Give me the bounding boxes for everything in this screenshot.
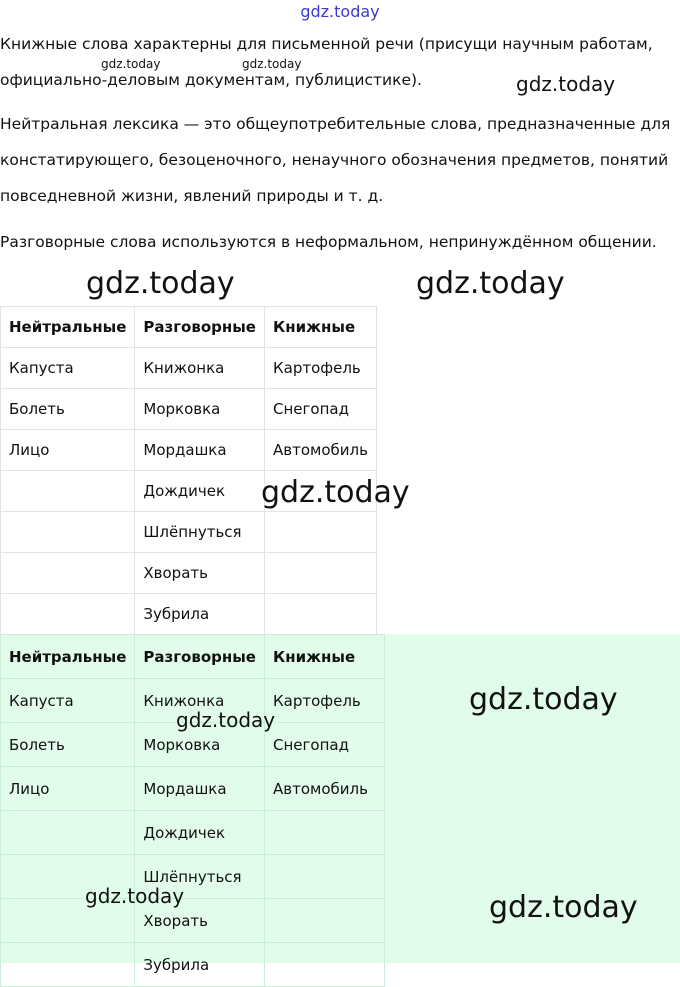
table-header-row xyxy=(1,307,377,348)
watermark: gdz.today xyxy=(261,475,410,510)
table-row xyxy=(1,553,377,594)
table-cell: Хворать xyxy=(135,553,265,594)
table-cell xyxy=(265,594,377,635)
table-cell: Снегопад xyxy=(265,389,377,430)
table-cell xyxy=(265,899,385,943)
watermark: gdz.today xyxy=(85,884,185,908)
table-row xyxy=(1,348,377,389)
paragraph-neutral-lexis: Нейтральная лексика — это общеупотребительные слова, предназначенные для констатирующего, безоценочного, ненаучного обозначения предметов, понятий повседневной жизни, явлений природы и т. д. xyxy=(0,115,671,205)
table-cell: Снегопад xyxy=(265,723,385,767)
table-row xyxy=(1,767,385,811)
table-cell xyxy=(1,553,135,594)
word-table-primary xyxy=(0,306,377,635)
table-cell: Книжонка xyxy=(135,348,265,389)
table-cell: Дождичек xyxy=(135,811,265,855)
table-cell: Морковка xyxy=(135,723,265,767)
header-bookish: Книжные xyxy=(265,307,377,348)
watermark: gdz.today xyxy=(416,266,565,301)
table-cell xyxy=(1,471,135,512)
table-cell: Морковка xyxy=(135,389,265,430)
watermark: gdz.today xyxy=(242,57,302,71)
table-cell: Болеть xyxy=(1,389,135,430)
table-cell: Капуста xyxy=(1,679,135,723)
table-cell xyxy=(265,811,385,855)
header-neutral: Нейтральные xyxy=(1,635,135,679)
watermark: gdz.today xyxy=(469,682,618,717)
header-colloquial: Разговорные xyxy=(135,307,265,348)
watermark: gdz.today xyxy=(86,266,235,301)
table-row xyxy=(1,594,377,635)
word-table-highlighted xyxy=(0,634,385,987)
table-cell: Мордашка xyxy=(135,430,265,471)
paragraph-bookish-words: Книжные слова характерны для письменной речи (присущи научным работам, официально-деловым документам, публицистике). xyxy=(0,35,653,89)
site-watermark-header: gdz.today xyxy=(300,2,380,21)
table-cell: Книжонка xyxy=(135,679,265,723)
table-header-row xyxy=(1,635,385,679)
watermark: gdz.today xyxy=(101,57,161,71)
table-cell xyxy=(265,512,377,553)
table-row xyxy=(1,899,385,943)
table-cell: Хворать xyxy=(135,899,265,943)
table-row xyxy=(1,855,385,899)
table-cell xyxy=(1,811,135,855)
table-cell: Автомобиль xyxy=(265,430,377,471)
table-row xyxy=(1,430,377,471)
table-cell: Лицо xyxy=(1,430,135,471)
table-row xyxy=(1,811,385,855)
table-cell: Зубрила xyxy=(135,943,265,987)
table-cell xyxy=(265,553,377,594)
table-cell: Автомобиль xyxy=(265,767,385,811)
table-cell xyxy=(1,512,135,553)
table-cell xyxy=(265,943,385,987)
watermark: gdz.today xyxy=(516,72,616,96)
table-cell xyxy=(1,943,135,987)
table-cell: Мордашка xyxy=(135,767,265,811)
paragraph-colloquial-words: Разговорные слова используются в неформальном, непринуждённом общении. xyxy=(0,233,657,251)
header-neutral: Нейтральные xyxy=(1,307,135,348)
table-cell: Дождичек xyxy=(135,471,265,512)
table-cell: Болеть xyxy=(1,723,135,767)
table-row xyxy=(1,943,385,987)
watermark: gdz.today xyxy=(176,708,276,732)
header-colloquial: Разговорные xyxy=(135,635,265,679)
table-cell: Картофель xyxy=(265,679,385,723)
watermark: gdz.today xyxy=(489,890,638,925)
table-cell: Зубрила xyxy=(135,594,265,635)
table-row xyxy=(1,512,377,553)
table-cell: Капуста xyxy=(1,348,135,389)
table-cell xyxy=(265,855,385,899)
table-cell: Шлёпнуться xyxy=(135,855,265,899)
header-bookish: Книжные xyxy=(265,635,385,679)
table-cell xyxy=(1,594,135,635)
table-cell: Шлёпнуться xyxy=(135,512,265,553)
table-cell: Картофель xyxy=(265,348,377,389)
table-row xyxy=(1,389,377,430)
table-cell: Лицо xyxy=(1,767,135,811)
